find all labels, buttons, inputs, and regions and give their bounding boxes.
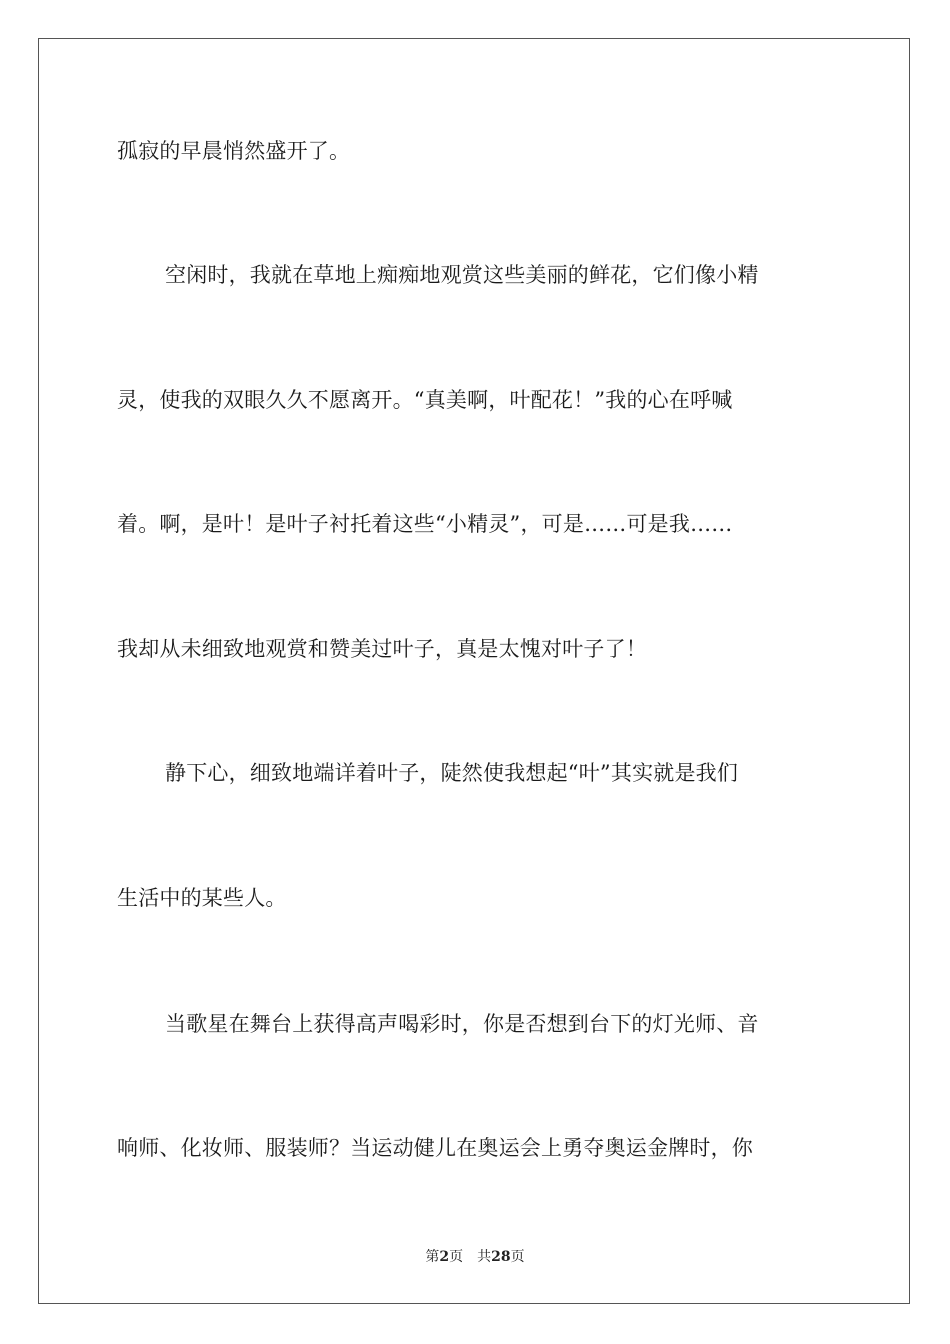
text-line-1: 孤寂的早晨悄然盛开了。 bbox=[117, 139, 351, 163]
page-footer bbox=[0, 1247, 950, 1267]
total-pages: 28 bbox=[491, 1249, 511, 1265]
page-border bbox=[38, 38, 910, 1304]
total-prefix: 共 bbox=[477, 1249, 492, 1265]
text-line-4: 着。啊，是叶！是叶子衬托着这些“小精灵”，可是……可是我…… bbox=[117, 512, 733, 536]
text-line-5: 我却从未细致地观赏和赞美过叶子，真是太愧对叶子了！ bbox=[117, 637, 647, 661]
text-line-6: 静下心，细致地端详着叶子，陡然使我想起“叶”其实就是我们 bbox=[165, 761, 739, 785]
text-line-9: 响师、化妆师、服装师？当运动健儿在奥运会上勇夺奥运金牌时，你 bbox=[117, 1136, 753, 1160]
page-number: 2 bbox=[439, 1249, 450, 1265]
text-line-8: 当歌星在舞台上获得高声喝彩时，你是否想到台下的灯光师、音 bbox=[165, 1012, 759, 1036]
total-suffix: 页 bbox=[510, 1249, 525, 1265]
page-prefix: 第 bbox=[425, 1249, 440, 1265]
text-line-7: 生活中的某些人。 bbox=[117, 886, 287, 910]
text-line-3: 灵，使我的双眼久久不愿离开。“真美啊，叶配花！”我的心在呼喊 bbox=[117, 388, 733, 412]
text-line-2: 空闲时，我就在草地上痴痴地观赏这些美丽的鲜花，它们像小精 bbox=[165, 263, 759, 287]
page-suffix: 页 bbox=[449, 1249, 464, 1265]
